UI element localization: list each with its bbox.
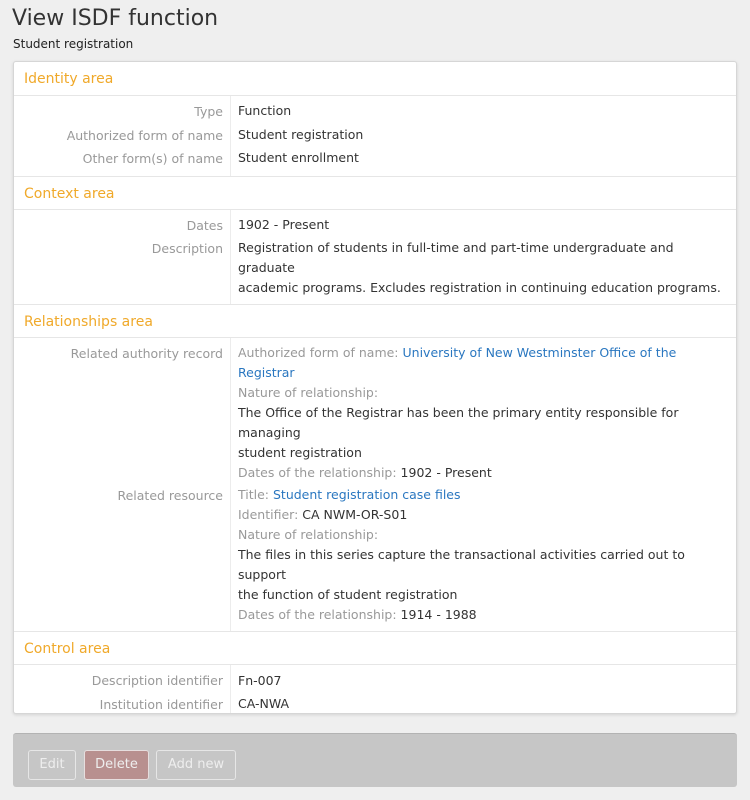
authority-record-link[interactable]: University of New Westminster Office of the Registrar [238, 345, 677, 380]
field-value-other-names: Student enrollment [238, 150, 359, 165]
nature-label: Nature of relationship: [238, 527, 379, 542]
field-row [14, 147, 736, 171]
description-line: Registration of students in full-time and part-time undergraduate and graduate [238, 240, 674, 275]
relationship-dates-label: Dates of the relationship: [238, 607, 397, 622]
context-area [14, 210, 736, 305]
nature-text: The files in this series capture the transactional activities carried out to support [238, 547, 685, 582]
relationship-dates-value: 1902 - Present [400, 465, 492, 480]
delete-button[interactable]: Delete [84, 750, 149, 780]
description-line: academic programs. Excludes registration in continuing education programs. [238, 280, 721, 295]
resource-title-label: Title: [238, 487, 269, 502]
relationship-dates-label: Dates of the relationship: [238, 465, 397, 480]
field-value-authorized-name: Student registration [238, 126, 364, 142]
identity-area [14, 96, 736, 176]
field-value-dates: 1902 - Present [238, 216, 330, 232]
nature-text: the function of student registration [238, 587, 458, 602]
edit-button[interactable]: Edit [28, 750, 76, 780]
field-label-related-authority: Related authority record [70, 346, 223, 361]
page-subtitle: Student registration [13, 37, 134, 51]
authorized-name-label: Authorized form of name: [238, 345, 399, 360]
control-area-heading: Control area [14, 631, 736, 665]
nature-text: student registration [238, 445, 362, 460]
field-label-description: Description [151, 241, 223, 256]
field-label-institution-identifier: Institution identifier [99, 696, 223, 712]
page-title: View ISDF function [12, 6, 219, 31]
record-panel [13, 61, 737, 714]
field-row [14, 214, 736, 238]
field-label-type: Type [194, 104, 223, 119]
identity-area-heading: Identity area [14, 62, 736, 96]
nature-text: The Office of the Registrar has been the primary entity responsible for managing [238, 405, 679, 440]
identifier-value: CA NWM-OR-S01 [302, 507, 408, 522]
field-value-type: Function [238, 103, 292, 118]
nature-label: Nature of relationship: [238, 385, 379, 400]
field-row [14, 237, 736, 299]
field-value-description [230, 237, 736, 299]
identifier-label: Identifier: [238, 507, 299, 522]
resource-title-link[interactable]: Student registration case files [272, 487, 461, 502]
field-row [14, 124, 736, 148]
field-row [14, 669, 736, 693]
field-label-description-identifier: Description identifier [91, 673, 223, 688]
field-value-institution-identifier: CA-NWA [238, 696, 290, 712]
field-label-related-resource: Related resource [117, 488, 223, 503]
context-area-heading: Context area [14, 176, 736, 210]
actions-bar [13, 733, 737, 787]
field-value-related-authority [230, 342, 736, 484]
relationships-area-heading: Relationships area [14, 304, 736, 338]
relationships-area [14, 338, 736, 631]
field-row [14, 484, 736, 626]
field-row [14, 693, 736, 715]
field-value-related-resource [230, 484, 736, 626]
field-row [14, 100, 736, 124]
add-new-button[interactable]: Add new [156, 750, 236, 780]
relationship-dates-value: 1914 - 1988 [400, 607, 477, 622]
field-label-other-names: Other form(s) of name [82, 151, 223, 166]
control-area [14, 665, 736, 714]
field-row [14, 342, 736, 484]
field-label-dates: Dates [186, 217, 223, 233]
field-label-authorized-name: Authorized form of name [66, 127, 223, 143]
field-value-description-identifier: Fn-007 [238, 672, 282, 688]
